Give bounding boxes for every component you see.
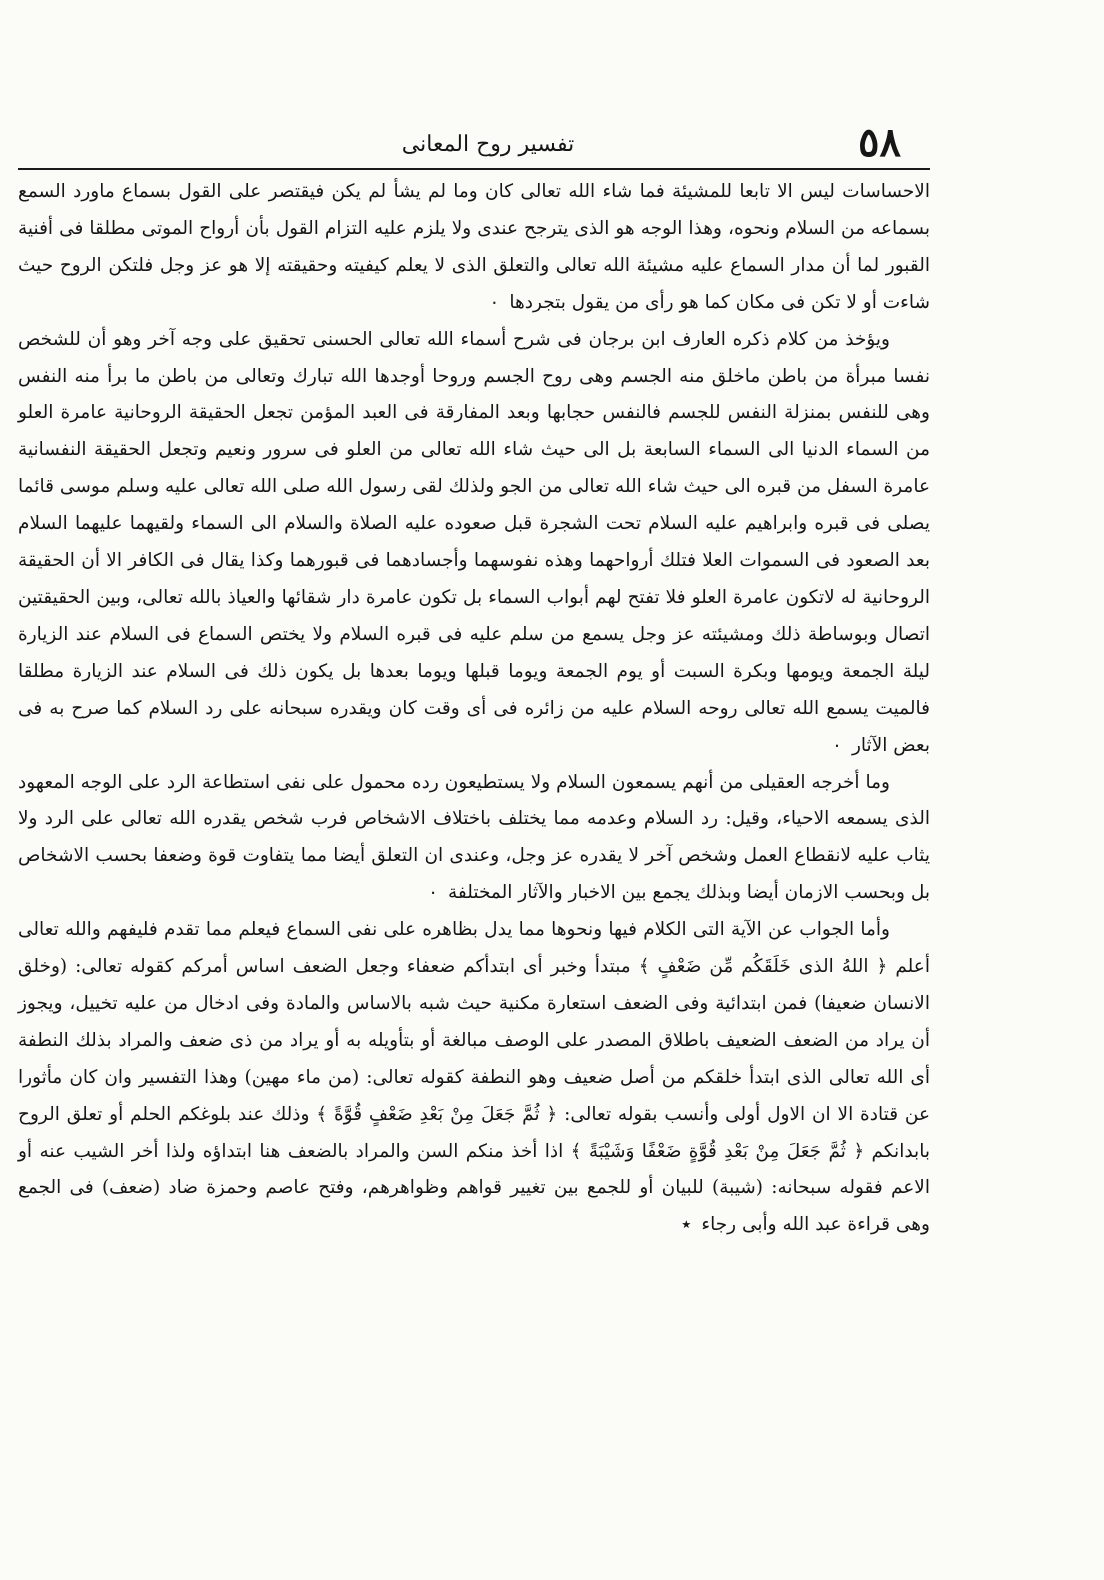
running-title: تفسير روح المعانى	[401, 132, 575, 157]
paragraph-text: ويؤخذ من كلام ذكره العارف ابن برجان فى شرح أسماء الله تعالى الحسنى تحقيق على وجه آخر وهو أن للشخص نفسا مبرأة من باطن ماخلق منه الجسم وهى روح الجسم وروحا أوجدها الله تبارك وتعالى من باطن ما برأ منه النفس وهى للنفس بمنزلة النفس للجسم فالنفس حجابها وبعد المفارقة فى العبد المؤمن تجعل الحقيقة الروحانية عامرة العلو من السماء الدنيا الى السماء السابعة بل الى حيث شاء الله تعالى من العلو فى سرور ونعيم وتجعل الحقيقة النفسانية عامرة السفل من قبره الى حيث شاء الله تعالى من الجو ولذلك لقى رسول الله صلى الله تعالى عليه وسلم موسى قائما يصلى فى قبره وابراهيم عليه السلام تحت الشجرة قبل صعوده عليه الصلاة والسلام الى السماء ولقيهما عليهما السلام بعد الصعود فى السموات العلا فتلك أرواحهما وهذه نفوسهما وأجسادهما فى قبورهما وكذا يقال فى الكافر الا أن الحقيقة الروحانية له لاتكون عامرة العلو فلا تفتح لهم أبواب السماء بل تكون عامرة دار شقائها والعياذ بالله تعالى، وبين الحقيقتين اتصال وبوساطة ذلك ومشيئته عز وجل يسمع من سلم عليه فى قبره السلام ولا يختص السماع فى السلام عند الزيارة ليلة الجمعة ويومها وبكرة السبت أو يوم الجمعة ويوما قبلها ويوما بعدها بل يكون ذلك فى السلام عند الزيارة مطلقا فالميت يسمع الله تعالى روحه السلام عليه من زائره فى أى وقت كان ويقدره سبحانه على رد السلام كما صرح به فى بعض الآثار	[18, 328, 930, 756]
paragraph-2	[18, 322, 930, 765]
main-text	[18, 174, 930, 1244]
paragraph-end-mark: ٠	[489, 291, 500, 313]
page-number: ٥٨	[858, 119, 901, 166]
paragraph-text: وأما الجواب عن الآية التى الكلام فيها ونحوها مما يدل بظاهره على نفى السماع فيعلم مما تقدم فليفهم والله تعالى أعلم ﴿ اللهُ الذى خَلَقَكُم مِّن ضَعْفٍ ﴾ مبتدأ وخبر أى ابتدأكم ضعفاء وجعل الضعف اساس أمركم كقوله تعالى: (وخلق الانسان ضعيفا) فمن ابتدائية وفى الضعف استعارة مكنية حيث شبه بالاساس والمادة وفى ادخال من عليه تخييل، ويجوز أن يراد من الضعف الضعيف باطلاق المصدر على الوصف مبالغة أو بتأويله به أو يراد من ذى ضعف والمراد بذلك النطفة أى الله تعالى الذى ابتدأ خلقكم من أصل ضعيف وهو النطفة كقوله تعالى: (من ماء مهين) وهذا التفسير وان كان مأثورا عن قتادة الا ان الاول أولى وأنسب بقوله تعالى: ﴿ ثُمَّ جَعَلَ مِنْ بَعْدِ ضَعْفٍ قُوَّةً ﴾ وذلك عند بلوغكم الحلم أو تعلق الروح بابدانكم ﴿ ثُمَّ جَعَلَ مِنْ بَعْدِ قُوَّةٍ ضَعْفًا وَشَيْبَةً ﴾ اذا أخذ منكم السن والمراد بالضعف هنا ابتداؤه ولذا أخر الشيب عنه أو الاعم فقوله سبحانه: (شيبة) للبيان أو للجمع بين تغيير قواهم وظواهرهم، وفتح عاصم وحمزة ضاد (ضعف) فى الجمع وهى قراءة عبد الله وأبى رجاء	[18, 919, 930, 1236]
paragraph-4	[18, 912, 930, 1244]
page-header	[18, 120, 938, 170]
paragraph-text: وما أخرجه العقيلى من أنهم يسمعون السلام ولا يستطيعون رده محمول على نفى استطاعة الرد على الوجه المعهود الذى يسمعه الاحياء، وقيل: رد السلام وعدمه مما يختلف باختلاف الاشخاص فرب شخص يقدره الله تعالى على الرد ولا يثاب عليه لانقطاع العمل وشخص آخر لا يقدره عز وجل، وعندى ان التعلق أيضا مما يتفاوت قوة وضعفا بحسب الاشخاص بل وبحسب الازمان أيضا وبذلك يجمع بين الاخبار والآثار المختلفة	[18, 771, 930, 904]
paragraph-3	[18, 765, 930, 913]
paragraph-end-mark: ٠	[428, 882, 438, 904]
header-rule	[18, 168, 930, 170]
paragraph-end-mark: ٭	[681, 1214, 692, 1236]
paragraph-1	[18, 174, 930, 322]
paragraph-text: الاحساسات ليس الا تابعا للمشيئة فما شاء الله تعالى كان وما لم يشأ لم يكن فيقتصر على القول بسماع ماورد السمع بسماعه من السلام ونحوه، وهذا الوجه هو الذى يترجح عندى ولا يلزم عليه التزام القول بأن أرواح الموتى مطلقا فى أفنية القبور لما أن مدار السماع عليه مشيئة الله تعالى والتعلق الذى لا يعلم كيفيته وحقيقته إلا هو عز وجل فلتكن الروح حيث شاءت أو لا تكن فى مكان كما هو رأى من يقول بتجردها	[18, 181, 930, 313]
paragraph-end-mark: ٠	[832, 734, 842, 756]
